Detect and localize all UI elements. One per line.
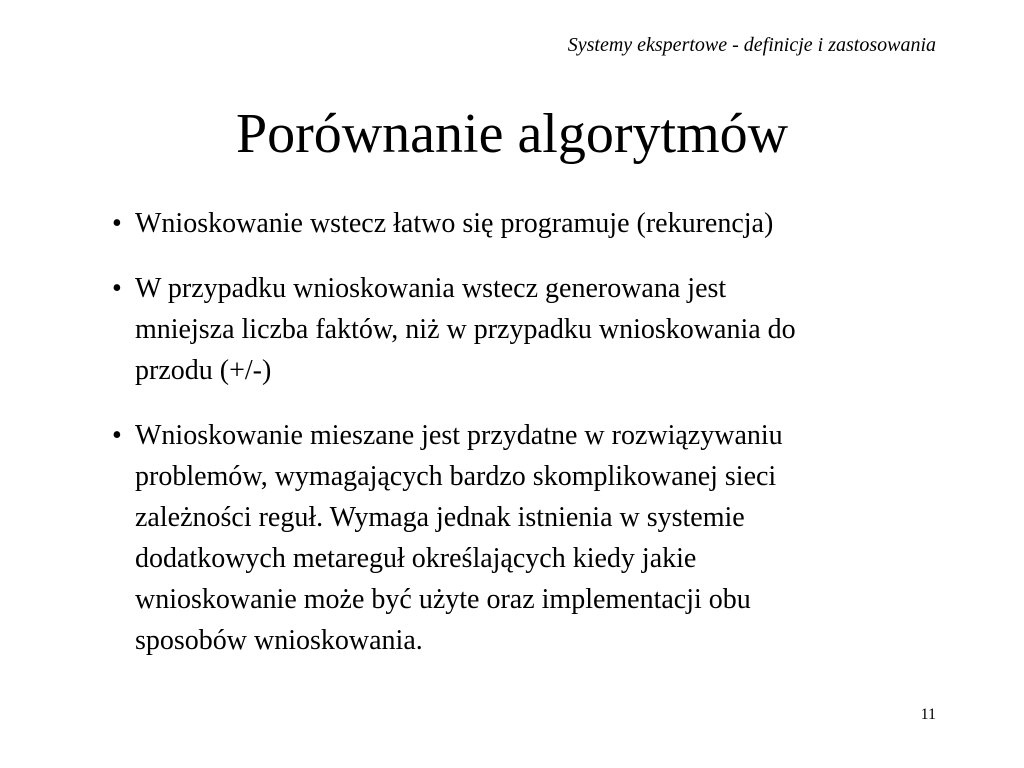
bullet-item bbox=[112, 415, 972, 661]
page-number: 11 bbox=[920, 706, 936, 723]
bullet-line: Wnioskowanie wstecz łatwo się programuje (rekurencja) bbox=[135, 208, 774, 239]
bullet-item bbox=[112, 203, 972, 244]
bullet-item bbox=[112, 268, 972, 391]
bullet-line: przodu (+/-) bbox=[135, 355, 272, 386]
bullet-marker: • bbox=[112, 420, 122, 451]
bullet-text bbox=[135, 203, 972, 244]
bullet-line: problemów, wymagających bardzo skomplikowanej sieci bbox=[135, 461, 777, 492]
bullet-marker: • bbox=[112, 273, 122, 304]
bullet-line: Wnioskowanie mieszane jest przydatne w rozwiązywaniu bbox=[135, 420, 783, 451]
bullet-text bbox=[135, 415, 972, 661]
bullet-line: dodatkowych metareguł określających kiedy jakie bbox=[135, 543, 697, 574]
bullet-list bbox=[112, 203, 972, 661]
bullet-line: zależności reguł. Wymaga jednak istnienia w systemie bbox=[135, 502, 745, 533]
slide-title: Porównanie algorytmów bbox=[235, 103, 789, 165]
bullet-marker: • bbox=[112, 208, 122, 239]
bullet-text bbox=[135, 268, 972, 391]
bullet-line: wnioskowanie może być użyte oraz implementacji obu bbox=[135, 584, 751, 615]
bullet-line: W przypadku wnioskowania wstecz generowana jest bbox=[135, 273, 727, 304]
slide-header: Systemy ekspertowe - definicje i zastosowania bbox=[567, 34, 936, 56]
bullet-line: mniejsza liczba faktów, niż w przypadku wnioskowania do bbox=[135, 314, 796, 345]
bullet-line: sposobów wnioskowania. bbox=[135, 625, 423, 656]
